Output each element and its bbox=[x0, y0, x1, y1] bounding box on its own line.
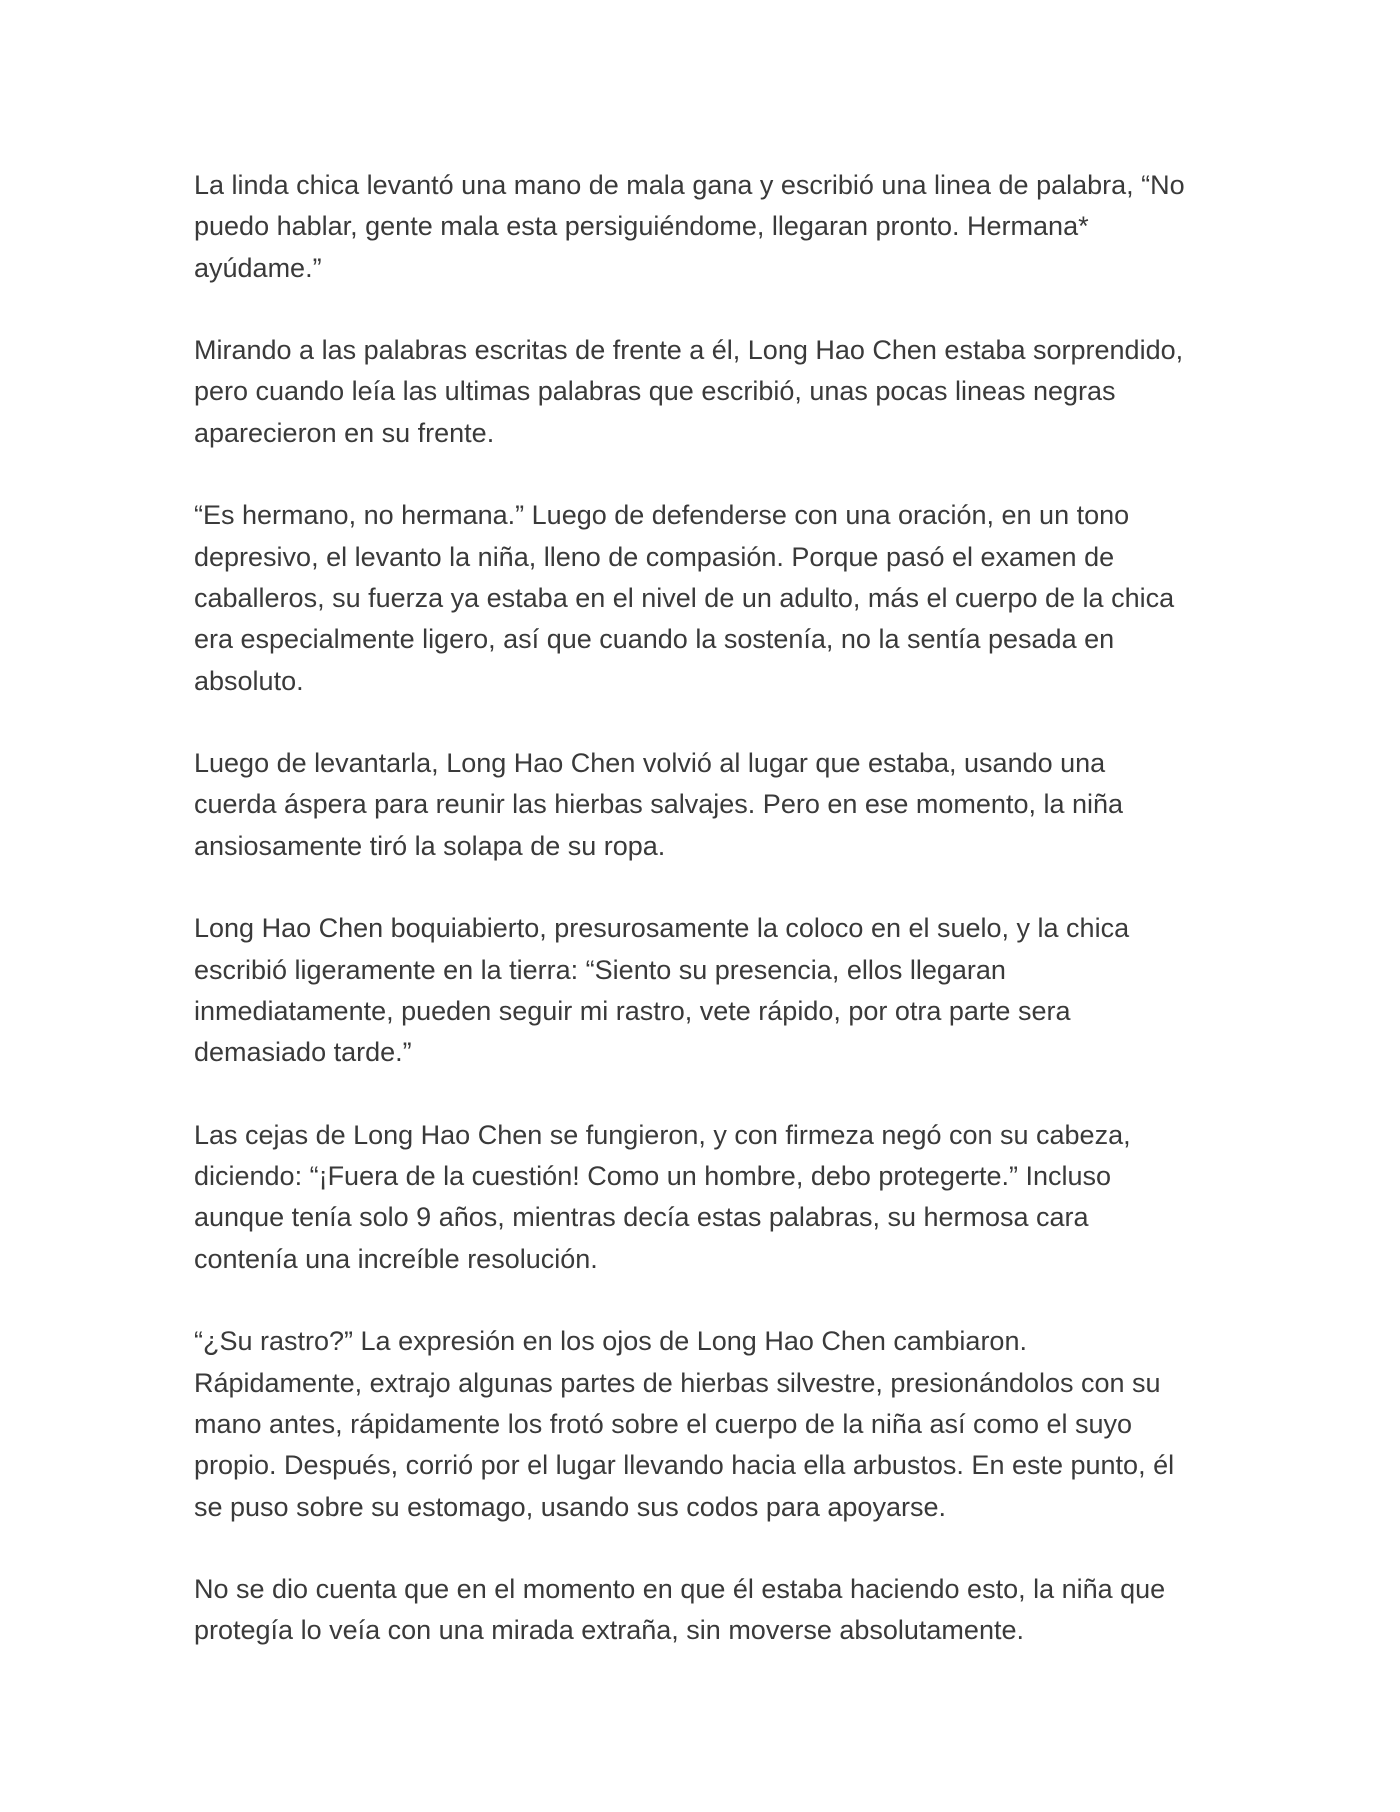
paragraph: No se dio cuenta que en el momento en que él estaba haciendo esto, la niña que protegía lo veía con una mirada extraña, sin moverse absolutamente. bbox=[194, 1574, 1166, 1646]
paragraph: “¿Su rastro?” La expresión en los ojos de Long Hao Chen cambiaron. Rápidamente, extrajo algunas partes de hierbas silvestre, presionándolos con su mano antes, rápidamente los frotó sobre el cuerpo de la niña así como el suyo propio. Después, corrió por el lugar llevando hacia ella arbustos. En este punto, él se puso sobre su estomago, usando sus codos para apoyarse. bbox=[194, 1326, 1175, 1522]
paragraph: “Es hermano, no hermana.” Luego de defenderse con una oración, en un tono depresivo, el levanto la niña, lleno de compasión. Porque pasó el examen de caballeros, su fuerza ya estaba en el nivel de un adulto, más el cuerpo de la chica era especialmente ligero, así que cuando la sostenía, no la sentía pesada en absoluto. bbox=[194, 500, 1175, 696]
paragraph: Las cejas de Long Hao Chen se fungieron, y con firmeza negó con su cabeza, diciendo: “¡Fuera de la cuestión! Como un hombre, debo protegerte.” Incluso aunque tenía solo 9 años, mientras decía estas palabras, su hermosa cara contenía una increíble resolución. bbox=[194, 1119, 1131, 1274]
paragraph: Luego de levantarla, Long Hao Chen volvió al lugar que estaba, usando una cuerda áspera para reunir las hierbas salvajes. Pero en ese momento, la niña ansiosamente tiró la solapa de su ropa. bbox=[194, 748, 1124, 861]
paragraph: Long Hao Chen boquiabierto, presurosamente la coloco en el suelo, y la chica escribió ligeramente en la tierra: “Siento su presencia, ellos llegaran inmediatamente, pueden seguir mi rastro, vete rápido, por otra parte sera demasiado tarde.” bbox=[194, 913, 1130, 1068]
paragraph: La linda chica levantó una mano de mala gana y escribió una linea de palabra, “No puedo hablar, gente mala esta persiguiéndome, llegaran pronto. Hermana* ayúdame.” bbox=[194, 170, 1185, 283]
document-page bbox=[194, 165, 1214, 1652]
paragraph: Mirando a las palabras escritas de frente a él, Long Hao Chen estaba sorprendido, pero cuando leía las ultimas palabras que escribió, unas pocas lineas negras aparecieron en su frente. bbox=[194, 335, 1184, 448]
